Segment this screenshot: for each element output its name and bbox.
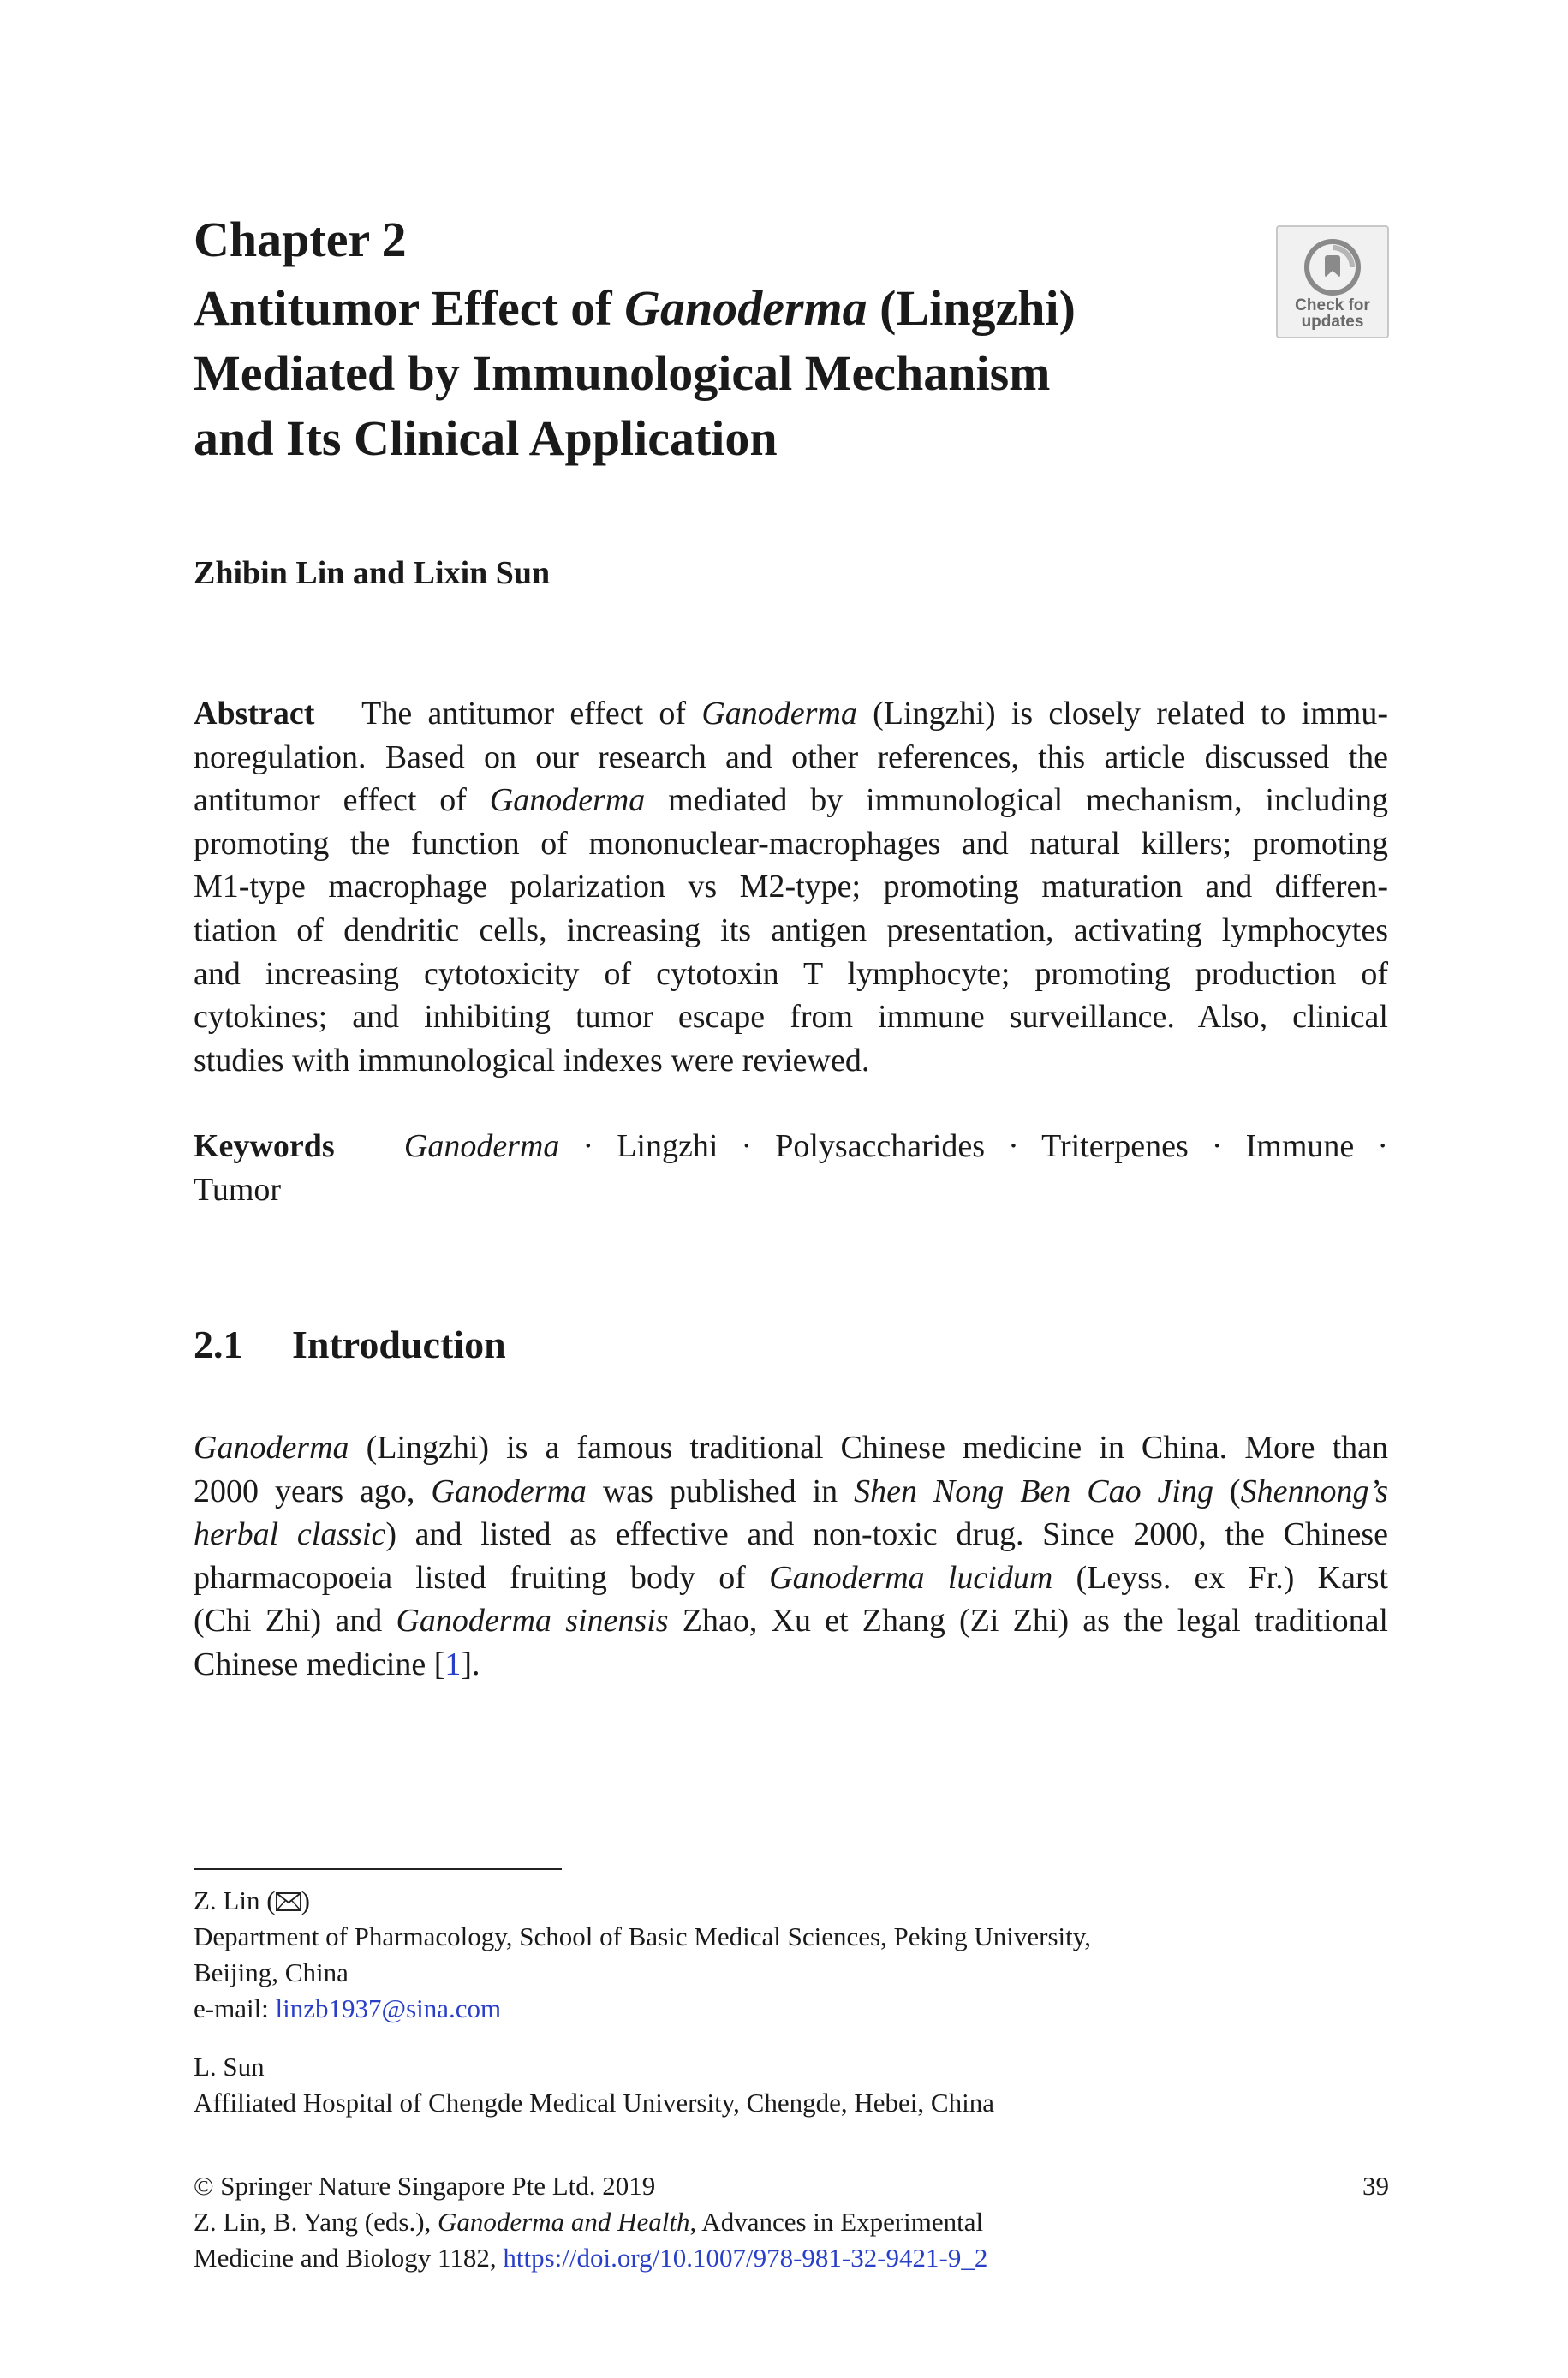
check-for-updates-icon [1304, 239, 1361, 296]
abstract-line: cytokines; and inhibiting tumor escape from immune surveillance. Also, clinical [194, 999, 1388, 1036]
affiliation-dept: Affiliated Hospital of Chengde Medical University, Chengde, Hebei, China [194, 2088, 994, 2118]
chapter-title [194, 276, 1247, 471]
author-name: Z. Lin ( ) [194, 1885, 310, 1915]
series-info: Medicine and Biology 1182, https://doi.org/10.1007/978-981-32-9421-9_2 [194, 2243, 988, 2273]
intro-line: Ganoderma (Lingzhi) is a famous traditional Chinese medicine in China. More than [194, 1430, 1388, 1466]
intro-line: herbal classic) and listed as effective and non-toxic drug. Since 2000, the Chinese [194, 1516, 1388, 1553]
email-link[interactable]: linzb1937@sina.com [275, 1993, 502, 2023]
affiliation-email: e-mail: linzb1937@sina.com [194, 1993, 502, 2023]
abstract-line: antitumor effect of Ganoderma mediated by immunological mechanism, including [194, 782, 1389, 819]
abstract-line: noregulation. Based on our research and other references, this article discussed the [194, 738, 1388, 775]
affiliation-dept: Department of Pharmacology, School of Basic Medical Sciences, Peking University, [194, 1921, 1092, 1951]
intro-line: pharmacopoeia listed fruiting body of Ganoderma lucidum (Leyss. ex Fr.) Karst [194, 1559, 1388, 1596]
publication-footer [194, 2168, 1389, 2276]
check-for-updates-badge[interactable] [1276, 225, 1389, 338]
abstract-line: tiation of dendritic cells, increasing its antigen presentation, activating lymphocytes [194, 911, 1388, 948]
author-name: L. Sun [194, 2052, 265, 2082]
page-number: 39 [1362, 2171, 1389, 2201]
chapter-label: Chapter 2 [194, 212, 407, 267]
copyright: © Springer Nature Singapore Pte Ltd. 2019 [194, 2171, 656, 2201]
keywords [194, 1125, 1388, 1211]
abstract-line: Abstract The antitumor effect of Ganoderma (Lingzhi) is closely related to immu- [194, 696, 1388, 732]
keywords-heading: Keywords [194, 1128, 335, 1164]
section-number: 2.1 [194, 1323, 243, 1366]
abstract-line: studies with immunological indexes were reviewed. [194, 1042, 870, 1078]
keywords-line: Keywords Ganoderma · Lingzhi · Polysaccharides · Triterpenes · Immune · [194, 1128, 1388, 1164]
keywords-line: Tumor [194, 1171, 282, 1208]
doi-link[interactable]: https://doi.org/10.1007/978-981-32-9421-9_2 [503, 2243, 988, 2273]
intro-line: 2000 years ago, Ganoderma was published in Shen Nong Ben Cao Jing (Shennong’s [194, 1473, 1388, 1509]
abstract-line: and increasing cytotoxicity of cytotoxin T lymphocyte; promoting production of [194, 955, 1388, 992]
abstract-line: M1-type macrophage polarization vs M2-type; promoting maturation and differen- [194, 869, 1388, 905]
badge-text-line1: Check for [1295, 296, 1370, 314]
footnote-divider [194, 1868, 562, 1870]
affiliation-city: Beijing, China [194, 1957, 349, 1987]
intro-paragraph [194, 1426, 1388, 1687]
affiliation-lin [194, 1883, 1392, 2027]
affiliation-sun [194, 2049, 1392, 2121]
title-line-1: Antitumor Effect of Ganoderma (Lingzhi) [194, 280, 1076, 336]
abstract-line: promoting the function of mononuclear-macrophages and natural killers; promoting [194, 825, 1388, 862]
authors: Zhibin Lin and Lixin Sun [194, 555, 551, 591]
intro-line: Chinese medicine [1]. [194, 1646, 480, 1682]
section-heading [194, 1321, 506, 1369]
title-line-2: Mediated by Immunological Mechanism [194, 345, 1051, 401]
citation-link[interactable]: 1 [444, 1646, 462, 1682]
badge-text-line2: updates [1301, 313, 1364, 331]
intro-line: (Chi Zhi) and Ganoderma sinensis Zhao, Xu et Zhang (Zi Zhi) as the legal traditional [194, 1603, 1388, 1640]
section-title: Introduction [292, 1323, 506, 1366]
book-info: Z. Lin, B. Yang (eds.), Ganoderma and Health, Advances in Experimental [194, 2207, 984, 2237]
envelope-icon[interactable] [276, 1892, 301, 1911]
title-line-3: and Its Clinical Application [194, 410, 778, 466]
abstract-heading: Abstract [194, 696, 315, 732]
abstract [194, 692, 1388, 1082]
